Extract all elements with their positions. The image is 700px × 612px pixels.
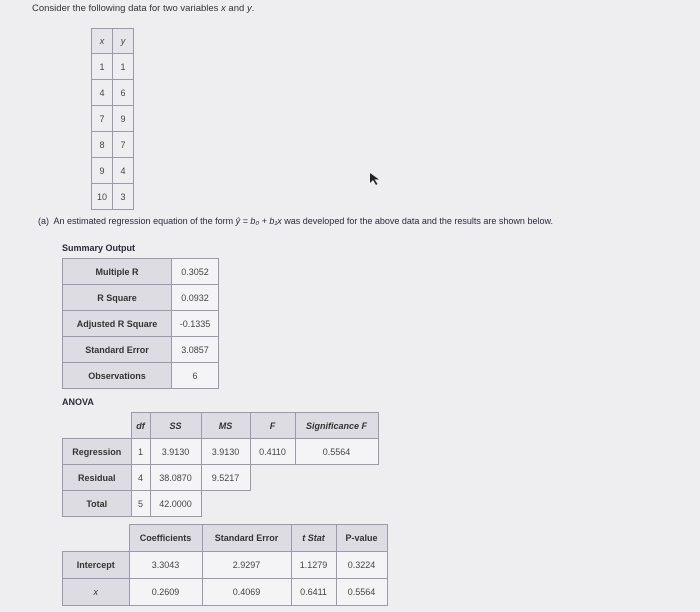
y-cell: 9: [113, 106, 134, 132]
p-cell: 0.3224: [336, 552, 387, 579]
xy-data-table: [91, 28, 134, 210]
anova-table: [62, 412, 379, 517]
header-ss: SS: [150, 413, 201, 439]
df-cell: 5: [131, 491, 150, 517]
intro-var-x: x: [221, 3, 226, 14]
table-row: [92, 54, 134, 80]
ss-cell: 38.0870: [150, 465, 201, 491]
row-label: Intercept: [63, 552, 130, 579]
header-significance-f: Significance F: [295, 413, 378, 439]
header-p-value: P-value: [336, 525, 387, 552]
sig-cell: [295, 465, 378, 491]
row-label: Residual: [63, 465, 132, 491]
ss-cell: 3.9130: [150, 439, 201, 465]
table-row: [63, 552, 388, 579]
summary-label: R Square: [63, 285, 172, 311]
ss-cell: 42.0000: [150, 491, 201, 517]
f-cell: [250, 491, 295, 517]
summary-value: 3.0857: [172, 337, 219, 363]
ms-cell: 9.5217: [201, 465, 250, 491]
table-row: [63, 363, 219, 389]
part-a-label: (a): [38, 216, 49, 226]
intro-end: .: [251, 3, 255, 14]
blank-corner: [63, 413, 132, 439]
summary-output-table: [62, 258, 219, 389]
row-label: Total: [63, 491, 132, 517]
summary-label: Standard Error: [63, 337, 172, 363]
intro-prefix: Consider the following data for two variables: [32, 3, 222, 14]
summary-value: 0.3052: [172, 259, 219, 285]
summary-value: 0.0932: [172, 285, 219, 311]
table-row: [92, 158, 134, 184]
header-df: df: [131, 413, 150, 439]
header-ms: MS: [201, 413, 250, 439]
regression-equation: ŷ = b₀ + b₁x: [235, 216, 282, 226]
y-cell: 4: [113, 158, 134, 184]
f-cell: 0.4110: [250, 439, 295, 465]
y-cell: 3: [113, 184, 134, 210]
table-row: [63, 311, 219, 337]
row-label: x: [63, 579, 130, 606]
sig-cell: [295, 491, 378, 517]
f-cell: [250, 465, 295, 491]
header-f: F: [250, 413, 295, 439]
ms-cell: 3.9130: [201, 439, 250, 465]
blank-corner: [63, 525, 130, 552]
table-row: [92, 80, 134, 106]
y-cell: 6: [113, 80, 134, 106]
mouse-cursor-icon: [369, 172, 381, 186]
table-row: [92, 132, 134, 158]
anova-title: ANOVA: [62, 397, 94, 407]
sig-cell: 0.5564: [295, 439, 378, 465]
intro-and: and: [225, 3, 247, 14]
x-cell: 9: [92, 158, 113, 184]
table-row: [63, 439, 379, 465]
summary-label: Adjusted R Square: [63, 311, 172, 337]
header-coefficients: Coefficients: [129, 525, 202, 552]
table-row: [63, 579, 388, 606]
table-row: [92, 184, 134, 210]
coef-cell: 0.2609: [129, 579, 202, 606]
table-row: [63, 259, 219, 285]
summary-label: Multiple R: [63, 259, 172, 285]
xy-header-x: x: [92, 29, 113, 54]
row-label: Regression: [63, 439, 132, 465]
x-cell: 8: [92, 132, 113, 158]
df-cell: 4: [131, 465, 150, 491]
x-cell: 1: [92, 54, 113, 80]
table-row: [63, 285, 219, 311]
summary-label: Observations: [63, 363, 172, 389]
table-header-row: [63, 525, 388, 552]
header-standard-error: Standard Error: [202, 525, 291, 552]
part-a-text-before: An estimated regression equation of the form: [53, 216, 236, 226]
xy-header-y: y: [113, 29, 134, 54]
y-cell: 1: [113, 54, 134, 80]
part-a-text: [38, 216, 553, 226]
ms-cell: [201, 491, 250, 517]
se-cell: 2.9297: [202, 552, 291, 579]
coefficients-table: [62, 524, 388, 606]
intro-var-y: y: [246, 3, 252, 14]
x-cell: 7: [92, 106, 113, 132]
y-cell: 7: [113, 132, 134, 158]
x-cell: 4: [92, 80, 113, 106]
p-cell: 0.5564: [336, 579, 387, 606]
table-row: [63, 465, 379, 491]
intro-text: [32, 3, 254, 14]
df-cell: 1: [131, 439, 150, 465]
summary-output-title: Summary Output: [62, 243, 136, 253]
t-cell: 1.1279: [291, 552, 336, 579]
table-row: [63, 337, 219, 363]
coef-cell: 3.3043: [129, 552, 202, 579]
se-cell: 0.4069: [202, 579, 291, 606]
header-t-stat: t Stat: [291, 525, 336, 552]
summary-value: -0.1335: [172, 311, 219, 337]
table-row: [63, 491, 379, 517]
t-cell: 0.6411: [291, 579, 336, 606]
table-header-row: [63, 413, 379, 439]
summary-value: 6: [172, 363, 219, 389]
x-cell: 10: [92, 184, 113, 210]
table-row: [92, 106, 134, 132]
part-a-text-after: was developed for the above data and the results are shown below.: [281, 216, 553, 226]
